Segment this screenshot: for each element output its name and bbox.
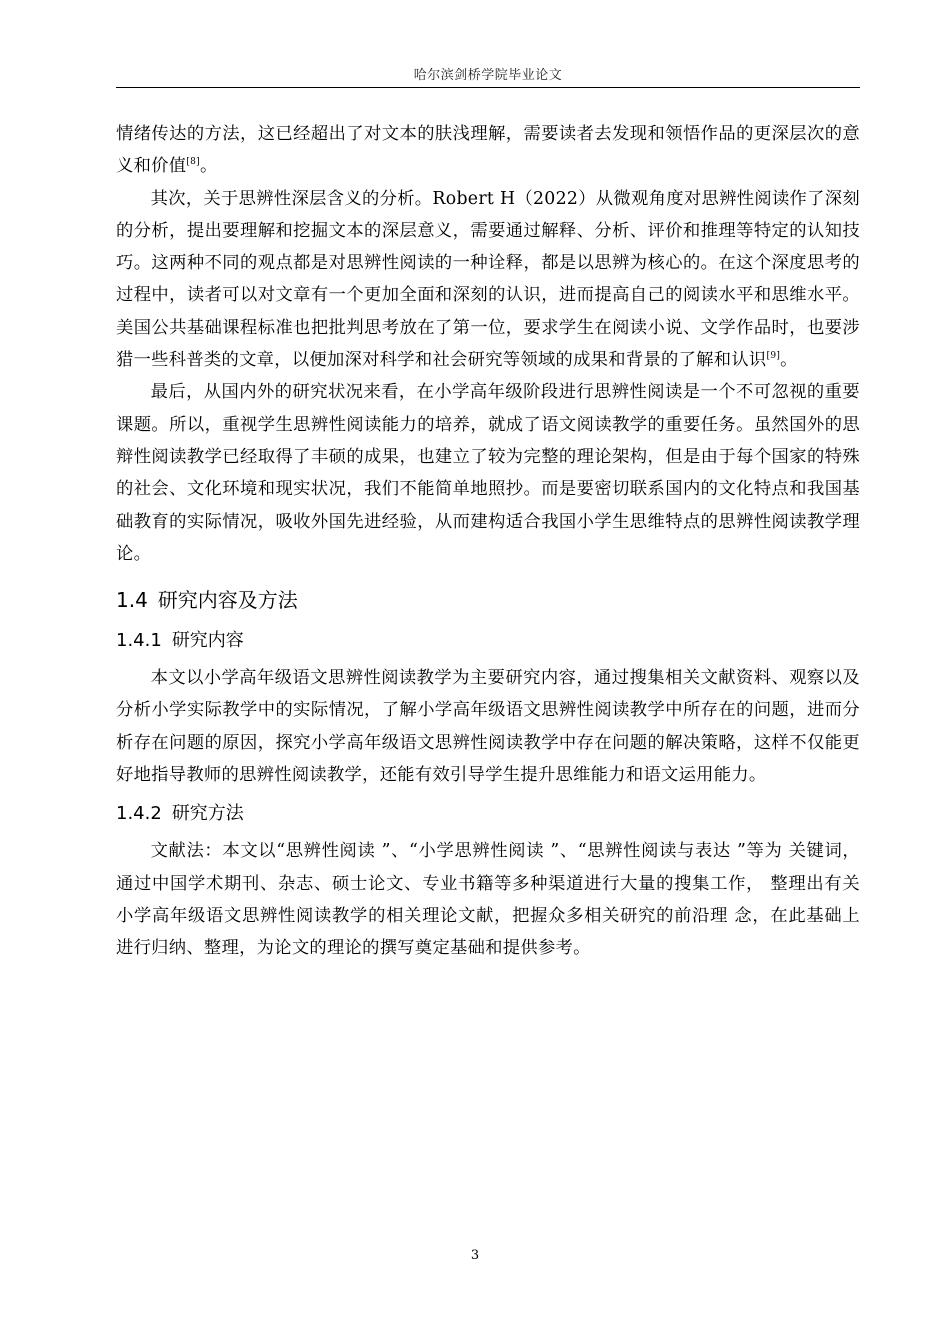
header-rule: [116, 87, 860, 88]
page-header: 哈尔滨剑桥学院毕业论文: [413, 68, 563, 83]
paragraph-finally: 最后，从国内外的研究状况来看，在小学高年级阶段进行思辨性阅读是一个不可忽视的重要课题。所以，重视学生思辨性阅读能力的培养，就成了语文阅读教学的重要任务。虽然国外的思辩性阅读教学已经取得了丰硕的成果，也建立了较为完整的理论架构，但是由于每个国家的特殊的社会、文化环境和现实状况，我们不能简单地照抄。而是要密切联系国内的文化特点和我国基础教育的实际情况，吸收外国先进经验，从而建构适合我国小学生思维特点的思辨性阅读教学理论。: [116, 382, 860, 564]
section-heading-1-4-1: [116, 624, 860, 658]
section-heading-1-4: [116, 582, 860, 618]
heading-title: 研究内容及方法: [157, 588, 298, 613]
heading-number: 1.4: [116, 588, 148, 613]
heading-number: 1.4.2: [116, 803, 162, 825]
paragraph-continued: [116, 118, 860, 183]
citation-ref: [9]: [766, 351, 781, 362]
heading-number: 1.4.1: [116, 630, 162, 652]
page-body: [116, 118, 860, 965]
paragraph-tail: 。: [780, 350, 798, 371]
paragraph-research-content: 本文以小学高年级语文思辨性阅读教学为主要研究内容，通过搜集相关文献资料、观察以及分析小学实际教学中的实际情况，了解小学高年级语文思辨性阅读教学中所存在的问题，进而分析存在问题的原因，探究小学高年级语文思辨性阅读教学中存在问题的解决策略，这样不仅能更好地指导教师的思辨性阅读教学，还能有效引导学生提升思维能力和语文运用能力。: [116, 668, 860, 786]
page-number: 3: [470, 1248, 480, 1263]
citation-ref: [8]: [186, 157, 200, 168]
heading-title: 研究方法: [171, 803, 244, 825]
paragraph-tail: 。: [199, 156, 218, 177]
paragraph-research-method: 文献法：本文以“思辨性阅读 ”、“小学思辨性阅读 ”、“思辨性阅读与表达 ”等为 关键词，通过中国学术期刊、杂志、硕士论文、专业书籍等多种渠道进行大量的搜集工作， 整理出有关小学高年级语文思辨性阅读教学的相关理论文献，把握众多相关研究的前沿理 念，在此基础上进行归纳、整理，为论文的理论的撰写奠定基础和提供参考。: [116, 841, 860, 959]
heading-title: 研究内容: [171, 630, 244, 652]
paragraph-secondly: [116, 183, 860, 377]
paragraph-text: 其次，关于思辨性深层含义的分析。Robert H（2022）从微观角度对思辨性阅读作了深刻的分析，提出要理解和挖掘文本的深层意义，需要通过解释、分析、评价和推理等特定的认知技巧。这两种不同的观点都是对思辨性阅读的一种诠释，都是以思辨为核心的。在这个深度思考的过程中，读者可以对文章有一个更加全面和深刻的认识，进而提高自己的阅读水平和思维水平。美国公共基础课程标准也把批判思考放在了第一位，要求学生在阅读小说、文学作品时，也要涉猎一些科普类的文章，以便加深对科学和社会研究等领域的成果和背景的了解和认识: [116, 188, 860, 371]
paragraph-text: 情绪传达的方法，这已经超出了对文本的肤浅理解，需要读者去发现和领悟作品的更深层次的意义和价值: [116, 124, 860, 177]
section-heading-1-4-2: [116, 797, 860, 831]
